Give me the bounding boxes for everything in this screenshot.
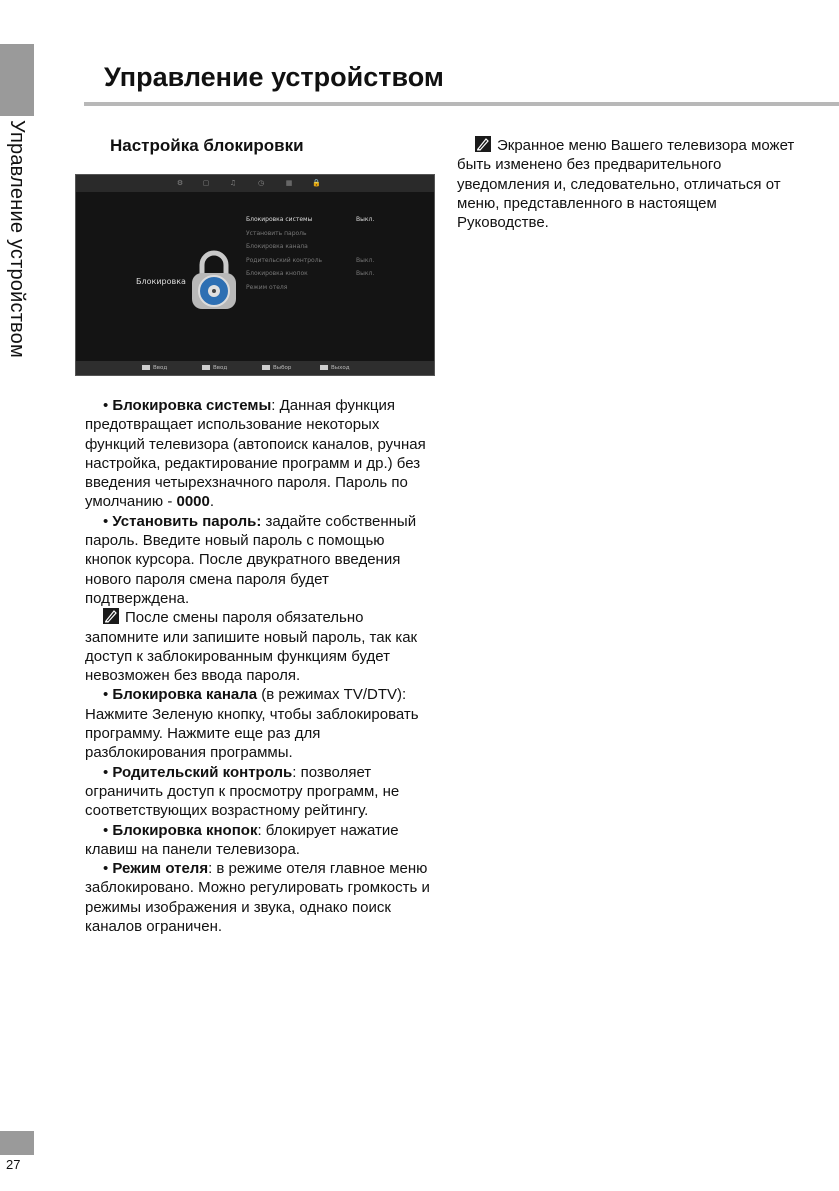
paragraph-text: (в режимах TV/DTV): Нажмите Зеленую кнопку, чтобы заблокировать программу. Нажмите еще раз для разблокирования программы. [85,686,419,762]
tv-hint-enter [142,364,167,372]
tv-menu-item-channel-lock[interactable] [246,240,416,254]
tv-menu-item-key-lock[interactable] [246,267,416,281]
tv-hint-exit [320,364,350,372]
paragraph-channel-lock: • Блокировка канала (в режимах TV/DTV): Нажмите Зеленую кнопку, чтобы заблокировать программу. Нажмите еще раз для разблокирования программы. [85,686,419,762]
tv-hint-select [262,364,291,372]
page-number-tab [0,1131,34,1155]
title-divider [84,102,839,106]
tv-menu-item-value: Выкл. [356,270,375,278]
term-parental-control: Родительский контроль [112,763,293,781]
paragraph-system-lock: • Блокировка системы: Данная функция предотвращает использование некоторых функций телевизора (автопоиск каналов, ручная настройка, редактирование программ и др.) без введения четырехзначного пароля. Пароль по умолчанию - 0000. [85,397,426,511]
body-text [85,396,430,936]
nav-key-icon [262,365,270,370]
enter-key-icon [142,365,150,370]
tv-menu-screenshot [75,174,435,376]
exit-key-icon [320,365,328,370]
tv-hint-label: Ввод [213,365,228,371]
tv-menu-item-label: Блокировка канала [246,243,308,251]
tv-hint-bar [76,361,434,375]
tv-menu-item-label: Режим отеля [246,283,288,291]
paragraph-parental-control: • Родительский контроль: позволяет ограничить доступ к просмотру программ, не соответствующих возрастному рейтингу. [85,763,400,820]
tv-hint-label: Выбор [273,365,292,371]
term-key-lock: Блокировка кнопок [112,821,258,839]
tv-menu-item-label: Родительский контроль [246,256,323,264]
tv-hint-label: Ввод [153,365,168,371]
note-text: Экранное меню Вашего телевизора может быть изменено без предварительного уведомления и, следовательно, отличаться от меню, представленного в настоящем Руководстве. [457,137,795,232]
paragraph-end: . [209,493,215,511]
tv-hint-menu [202,364,227,372]
tv-top-menu-bar [76,175,434,192]
settings-icon: ▦ [285,179,293,187]
tv-menu-item-parental-control[interactable] [246,254,416,268]
padlock-icon [188,249,240,311]
paragraph-hotel-mode: • Режим отеля: в режиме отеля главное меню заблокировано. Можно регулировать громкость и режимы изображения и звука, однако поиск каналов ограничен. [85,860,430,936]
side-tab-marker [0,44,34,116]
term-hotel-mode: Режим отеля [112,860,209,878]
note-pen-icon [103,608,119,624]
tv-menu-item-label: Блокировка кнопок [246,270,308,278]
tv-menu-item-value: Выкл. [356,256,375,264]
paragraph-text: : блокирует нажатие клавиш на панели телевизора. [85,821,399,858]
tv-hint-label: Выход [331,365,350,371]
page-title: Управление устройством [104,62,444,92]
term-set-password: Установить пароль: [112,512,262,530]
music-icon: ♫ [229,179,237,187]
paragraph-set-password: • Установить пароль: задайте собственный пароль. Введите новый пароль с помощью кнопок курсора. После двукратного введения нового пароля смена пароля будет подтверждена. [85,512,417,607]
note-text: После смены пароля обязательно запомните или запишите новый пароль, так как доступ к заблокированным функциям будет невозможен без ввода пароля. [85,609,418,685]
tv-menu-item-hotel-mode[interactable] [246,281,416,295]
lock-icon: 🔒 [312,179,321,187]
paragraph-text: : позволяет ограничить доступ к просмотру программ, не соответствующих возрастному рейтингу. [85,763,400,820]
sound-icon: ▢ [202,179,210,187]
picture-icon: ⚙ [176,179,184,187]
paragraph-text: : в режиме отеля главное меню заблокировано. Можно регулировать громкость и режимы изображения и звука, однако поиск каналов ограничен. [85,860,430,936]
note-password [85,608,430,685]
tv-menu-item-label: Установить пароль [246,229,307,237]
term-system-lock: Блокировка системы [112,397,272,414]
right-column-note [457,136,802,232]
default-password: 0000 [176,493,210,511]
menu-key-icon [202,365,210,370]
note-pen-icon [475,136,491,152]
tv-lock-category-label: Блокировка [136,277,186,286]
tv-menu-item-label: Блокировка системы [246,216,313,223]
tv-menu-item-system-lock[interactable] [246,213,416,227]
paragraph-key-lock: • Блокировка кнопок: блокирует нажатие клавиш на панели телевизора. [85,821,399,858]
tv-menu-item-set-password[interactable] [246,227,416,241]
paragraph-text: : Данная функция предотвращает использование некоторых функций телевизора (автопоиск каналов, ручная настройка, редактирование программ и др.) без введения четырехзначного пароля. Пароль по умолчанию - [85,397,426,511]
side-chapter-label: Управление устройством [6,120,28,358]
term-channel-lock: Блокировка канала [112,686,258,704]
page-number: 27 [6,1157,21,1172]
paragraph-text: задайте собственный пароль. Введите новый пароль с помощью кнопок курсора. После двукратного введения нового пароля смена пароля будет подтверждена. [85,512,417,607]
tv-menu-item-value: Выкл. [356,216,375,223]
tv-lock-menu [246,213,416,295]
section-title: Настройка блокировки [110,136,304,155]
clock-icon: ◷ [257,179,265,187]
